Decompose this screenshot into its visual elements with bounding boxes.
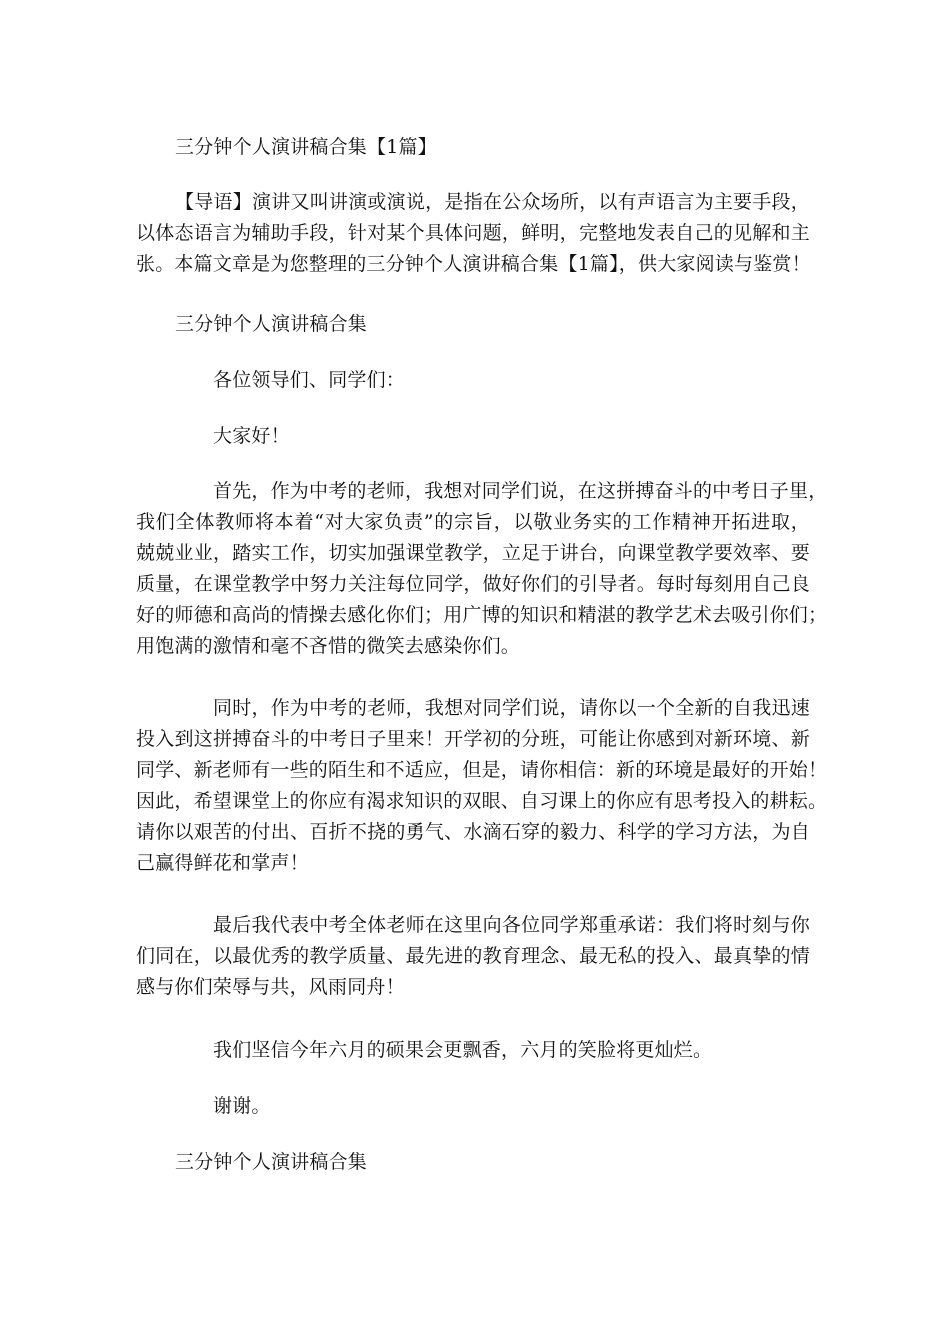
intro-paragraph [175,187,810,218]
paragraph-1 [136,507,828,662]
paragraph-line: 首先，作为中考的老师，我想对同学们说，在这拼搏奋斗的中考日子里， [213,480,828,502]
intro-line: 张。本篇文章是为您整理的三分钟个人演讲稿合集【1篇】，供大家阅读与鉴赏！ [136,253,811,275]
paragraph-line: 同学、新老师有一些的陌生和不适应，但是，请你相信：新的环境是最好的开始！ [136,759,828,781]
paragraph-line: 我们全体教师将本着“对大家负责”的宗旨，以敬业务实的工作精神开拓进取， [136,511,810,533]
greeting: 大家好！ [213,425,290,447]
section-heading-2: 三分钟个人演讲稿合集 [175,1151,368,1173]
intro-line: 以体态语言为辅助手段，针对某个具体问题，鲜明，完整地发表自己的见解和主 [136,222,810,244]
paragraph-4: 我们坚信今年六月的硕果会更飘香，六月的笑脸将更灿烂。 [213,1039,713,1061]
paragraph-1-first [213,476,828,507]
paragraph-3-first [213,910,810,941]
paragraph-line: 最后我代表中考全体老师在这里向各位同学郑重承诺：我们将时刻与你 [213,914,810,936]
thanks-line: 谢谢。 [213,1095,271,1117]
salutation: 各位领导们、同学们： [213,369,406,391]
paragraph-line: 请你以艰苦的付出、百折不挠的勇气、水滴石穿的毅力、科学的学习方法，为自 [136,821,810,843]
paragraph-line: 兢兢业业，踏实工作，切实加强课堂教学，立足于讲台，向课堂教学要效率、要 [136,542,810,564]
section-heading: 三分钟个人演讲稿合集 [175,313,368,335]
paragraph-line: 因此，希望课堂上的你应有渴求知识的双眼、自习课上的你应有思考投入的耕耘。 [136,790,828,812]
paragraph-line: 用饱满的激情和毫不吝惜的微笑去感染你们。 [136,635,521,657]
intro-paragraph-cont [136,218,810,280]
paragraph-line: 同时，作为中考的老师，我想对同学们说，请你以一个全新的自我迅速 [213,697,810,719]
paragraph-2 [136,724,828,879]
paragraph-line: 投入到这拼搏奋斗的中考日子里来！开学初的分班，可能让你感到对新环境、新 [136,728,810,750]
document-title: 三分钟个人演讲稿合集【1篇】 [175,136,437,158]
paragraph-line: 感与你们荣辱与共，风雨同舟！ [136,976,405,998]
paragraph-line: 己赢得鲜花和掌声！ [136,852,309,874]
paragraph-2-first [213,693,810,724]
paragraph-3 [136,941,810,1003]
paragraph-line: 们同在，以最优秀的教学质量、最先进的教育理念、最无私的投入、最真挚的情 [136,945,810,967]
intro-line: 【导语】演讲又叫讲演或演说，是指在公众场所，以有声语言为主要手段， [175,191,810,213]
paragraph-line: 质量，在课堂教学中努力关注每位同学，做好你们的引导者。每时每刻用自己良 [136,573,810,595]
paragraph-line: 好的师德和高尚的情操去感化你们；用广博的知识和精湛的教学艺术去吸引你们； [136,604,828,626]
